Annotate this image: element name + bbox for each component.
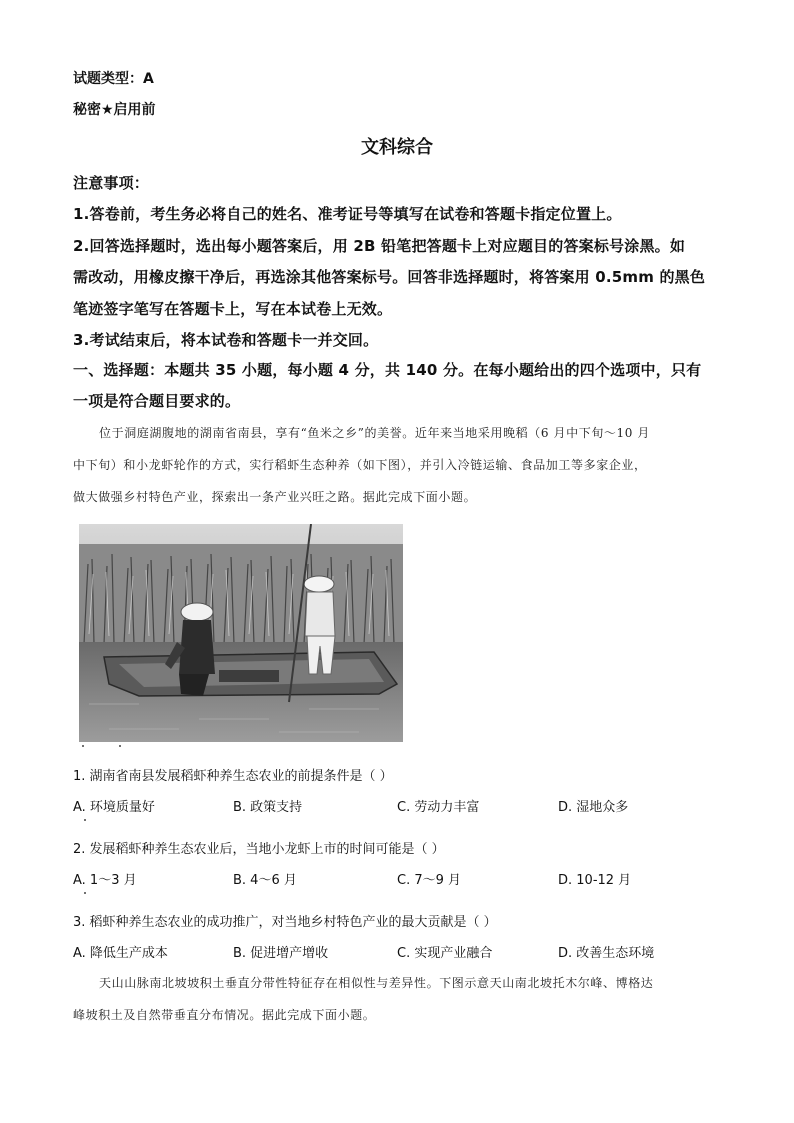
question-2-option-a[interactable]: A. 1～3 月	[73, 873, 137, 888]
question-3-option-a[interactable]: A. 降低生产成本	[73, 946, 168, 961]
notice-item-2-line-1: 2.回答选择题时，选出每小题答案后，用 2B 铅笔把答题卡上对应题目的答案标号涂黑。如	[73, 237, 686, 255]
notice-item-2-line-3: 笔迹签字笔写在答题卡上，写在本试卷上无效。	[73, 300, 393, 318]
question-1-option-a[interactable]: A. 环境质量好	[73, 800, 155, 815]
notice-item-3: 3.考试结束后，将本试卷和答题卡一并交回。	[73, 331, 379, 349]
exam-type: 试题类型：A	[73, 71, 154, 87]
passage-1-line-3: 做大做强乡村特色产业，探索出一条产业兴旺之路。据此完成下面小题。	[73, 490, 477, 504]
question-3-option-c[interactable]: C. 实现产业融合	[397, 946, 493, 961]
question-1-option-c[interactable]: C. 劳动力丰富	[397, 800, 480, 815]
scan-speck	[84, 892, 86, 894]
question-2-option-d[interactable]: D. 10-12 月	[558, 873, 632, 888]
passage-1-line-1: 位于洞庭湖腹地的湖南省南县，享有“鱼米之乡”的美誉。近年来当地采用晚稻（6 月中下旬～10 月	[99, 426, 651, 440]
section-heading-line-1: 一、选择题：本题共 35 小题，每小题 4 分，共 140 分。在每小题给出的四个选项中，只有	[73, 361, 702, 379]
passage-2-line-2: 峰坡积土及自然带垂直分布情况。据此完成下面小题。	[73, 1008, 376, 1022]
question-3-stem: 3. 稻虾种养生态农业的成功推广，对当地乡村特色产业的最大贡献是（ ）	[73, 915, 497, 930]
notice-item-1: 1.答卷前，考生务必将自己的姓名、准考证号等填写在试卷和答题卡指定位置上。	[73, 205, 622, 223]
scan-speck	[119, 745, 121, 747]
rice-crayfish-photo	[79, 524, 403, 742]
question-2-stem: 2. 发展稻虾种养生态农业后，当地小龙虾上市的时间可能是（ ）	[73, 842, 445, 857]
section-heading-line-2: 一项是符合题目要求的。	[73, 392, 241, 410]
notice-heading: 注意事项：	[73, 174, 150, 192]
page-title: 文科综合	[361, 137, 433, 158]
question-1-stem: 1. 湖南省南县发展稻虾种养生态农业的前提条件是（ ）	[73, 769, 393, 784]
question-1-option-b[interactable]: B. 政策支持	[233, 800, 303, 815]
question-2-option-c[interactable]: C. 7～9 月	[397, 873, 462, 888]
question-2-option-b[interactable]: B. 4～6 月	[233, 873, 297, 888]
secret-label: 秘密★启用前	[73, 102, 156, 118]
passage-2-line-1: 天山山脉南北坡坡积土垂直分带性特征存在相似性与差异性。下图示意天山南北坡托木尔峰、博格达	[99, 976, 654, 990]
question-3-option-d[interactable]: D. 改善生态环境	[558, 946, 655, 961]
question-3-option-b[interactable]: B. 促进增产增收	[233, 946, 329, 961]
scan-speck	[84, 819, 86, 821]
scan-speck	[82, 745, 84, 747]
question-1-option-d[interactable]: D. 湿地众多	[558, 800, 629, 815]
passage-1-line-2: 中下旬）和小龙虾轮作的方式，实行稻虾生态种养（如下图），并引入冷链运输、食品加工等多家企业，	[73, 458, 647, 472]
notice-item-2-line-2: 需改动，用橡皮擦干净后，再选涂其他答案标号。回答非选择题时，将答案用 0.5mm 的黑色	[73, 268, 706, 286]
